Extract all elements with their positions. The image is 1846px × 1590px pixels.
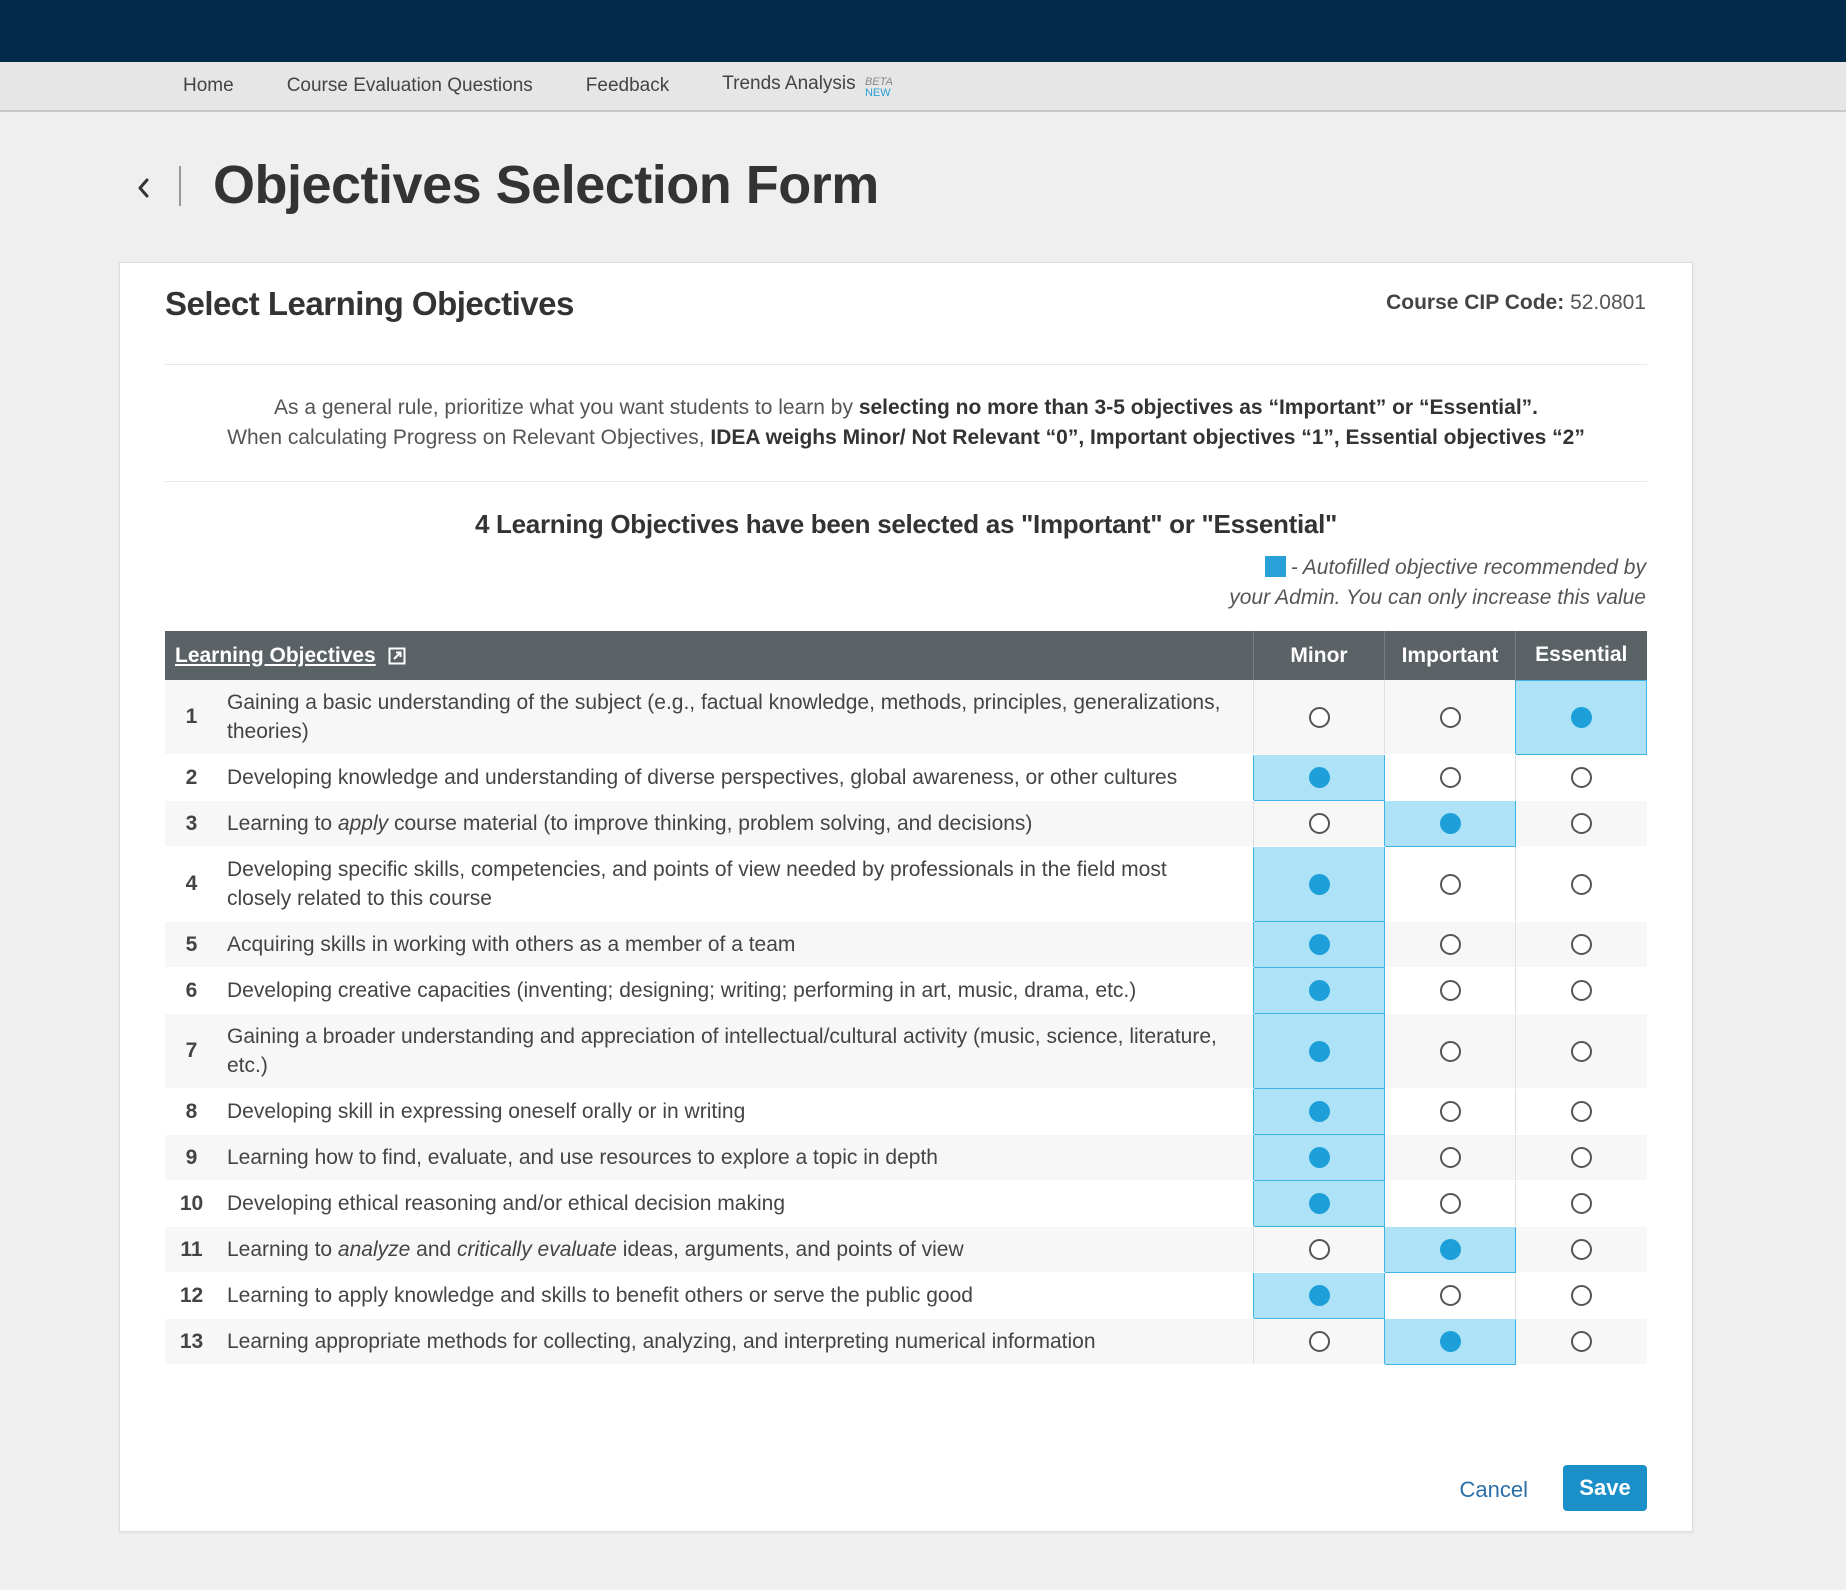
- objective-text-part: Learning to: [227, 1238, 338, 1261]
- objective-essential-cell[interactable]: [1516, 1135, 1647, 1181]
- table-row: [165, 1227, 1647, 1273]
- objective-text: Developing skill in expressing oneself orally or in writing: [218, 1089, 1254, 1135]
- cip-label: Course CIP Code:: [1386, 291, 1565, 314]
- objective-minor-cell[interactable]: [1254, 1227, 1385, 1273]
- nav-home[interactable]: Home: [183, 75, 234, 96]
- col-header-essential: Essential: [1516, 631, 1647, 680]
- objective-number: 1: [165, 680, 218, 755]
- objective-number: 13: [165, 1319, 218, 1365]
- objective-number: 12: [165, 1273, 218, 1319]
- objective-essential-cell[interactable]: [1516, 801, 1647, 847]
- objective-important-radio[interactable]: [1440, 874, 1461, 895]
- objective-essential-cell[interactable]: [1516, 680, 1647, 755]
- objective-minor-cell[interactable]: [1254, 1089, 1385, 1135]
- objective-minor-cell[interactable]: [1254, 968, 1385, 1014]
- objective-minor-radio[interactable]: [1309, 1193, 1330, 1214]
- nav-feedback[interactable]: Feedback: [585, 75, 670, 96]
- objective-essential-radio[interactable]: [1571, 813, 1592, 834]
- objective-minor-cell[interactable]: [1254, 1014, 1385, 1089]
- objective-minor-cell[interactable]: [1254, 847, 1385, 922]
- guidance-line-1-bold: selecting no more than 3-5 objectives as “Important” or “Essential”.: [858, 396, 1538, 419]
- objective-minor-cell[interactable]: [1254, 680, 1385, 755]
- title-divider: [179, 166, 181, 206]
- nav-trends-analysis[interactable]: [722, 73, 893, 99]
- objective-essential-radio[interactable]: [1571, 1147, 1592, 1168]
- objective-important-radio[interactable]: [1440, 1101, 1461, 1122]
- table-row: [165, 922, 1647, 968]
- objective-text-part: course material (to improve thinking, problem solving, and decisions): [388, 812, 1033, 835]
- guidance-line-1: [165, 393, 1647, 423]
- main-nav: [0, 62, 1846, 112]
- objective-minor-cell[interactable]: [1254, 1181, 1385, 1227]
- objective-text-emphasis: critically evaluate: [457, 1238, 617, 1261]
- objective-important-radio[interactable]: [1440, 813, 1461, 834]
- autofill-legend: [1226, 553, 1646, 613]
- col-header-important: Important: [1385, 631, 1516, 680]
- objective-essential-cell[interactable]: [1516, 1089, 1647, 1135]
- objective-essential-cell[interactable]: [1516, 755, 1647, 801]
- legend-text: - Autofilled objective recommended by your Admin. You can only increase this value: [1229, 556, 1646, 609]
- divider: [165, 364, 1647, 365]
- objective-important-cell[interactable]: [1385, 1319, 1516, 1365]
- objective-essential-radio[interactable]: [1571, 1101, 1592, 1122]
- objective-text: Developing specific skills, competencies, and points of view needed by professionals in the field most closely related to this course: [218, 847, 1254, 922]
- objective-important-cell[interactable]: [1385, 1273, 1516, 1319]
- table-row: [165, 1135, 1647, 1181]
- table-row: [165, 1014, 1647, 1089]
- objective-important-radio[interactable]: [1440, 1331, 1461, 1352]
- objective-text: Developing creative capacities (inventing; designing; writing; performing in art, music, drama, etc.): [218, 968, 1254, 1014]
- objective-essential-cell[interactable]: [1516, 922, 1647, 968]
- table-row: [165, 1089, 1647, 1135]
- col-header-minor: Minor: [1254, 631, 1385, 680]
- col-header-objectives: [165, 631, 1254, 680]
- objective-essential-cell[interactable]: [1516, 1319, 1647, 1365]
- objective-number: 11: [165, 1227, 218, 1273]
- objective-text-emphasis: analyze: [337, 1238, 411, 1261]
- table-row: [165, 1273, 1647, 1319]
- objective-number: 4: [165, 847, 218, 922]
- objective-minor-radio[interactable]: [1309, 813, 1330, 834]
- cip-value: 52.0801: [1570, 291, 1646, 314]
- table-row: [165, 801, 1647, 847]
- table-row: [165, 755, 1647, 801]
- objective-essential-radio[interactable]: [1571, 1041, 1592, 1062]
- objective-number: 8: [165, 1089, 218, 1135]
- top-header-bar: [0, 0, 1846, 62]
- objective-important-cell[interactable]: [1385, 1014, 1516, 1089]
- objective-essential-cell[interactable]: [1516, 1273, 1647, 1319]
- objective-essential-radio[interactable]: [1571, 1285, 1592, 1306]
- objective-important-cell[interactable]: [1385, 680, 1516, 755]
- objective-text: [218, 801, 1254, 847]
- objective-minor-radio[interactable]: [1309, 1239, 1330, 1260]
- guidance-line-2: [165, 423, 1647, 453]
- divider: [165, 481, 1647, 482]
- objective-essential-radio[interactable]: [1571, 1331, 1592, 1352]
- autofill-swatch: [1265, 556, 1286, 577]
- objective-important-radio[interactable]: [1440, 980, 1461, 1001]
- objective-important-radio[interactable]: [1440, 1285, 1461, 1306]
- learning-objectives-link[interactable]: Learning Objectives: [175, 643, 376, 667]
- objective-minor-cell[interactable]: [1254, 1319, 1385, 1365]
- objective-number: 6: [165, 968, 218, 1014]
- objective-number: 3: [165, 801, 218, 847]
- table-row: [165, 1181, 1647, 1227]
- objective-minor-cell[interactable]: [1254, 801, 1385, 847]
- objective-minor-radio[interactable]: [1309, 874, 1330, 895]
- objectives-table-body: [165, 680, 1647, 1365]
- objectives-table: [165, 631, 1647, 1365]
- objective-essential-cell[interactable]: [1516, 847, 1647, 922]
- objective-important-radio[interactable]: [1440, 1147, 1461, 1168]
- objective-essential-radio[interactable]: [1571, 1193, 1592, 1214]
- beta-tag: BETA: [864, 76, 893, 88]
- objective-minor-radio[interactable]: [1309, 1101, 1330, 1122]
- selection-count-heading: 4 Learning Objectives have been selected as "Important" or "Essential": [474, 509, 1338, 539]
- objective-essential-cell[interactable]: [1516, 968, 1647, 1014]
- guidance-line-2-bold: IDEA weighs Minor/ Not Relevant “0”, Important objectives “1”, Essential objectives “2”: [710, 426, 1585, 449]
- objective-essential-cell[interactable]: [1516, 1227, 1647, 1273]
- objective-text: Learning appropriate methods for collecting, analyzing, and interpreting numerical information: [218, 1319, 1254, 1365]
- objective-minor-radio[interactable]: [1309, 980, 1330, 1001]
- objective-text-part: ideas, arguments, and points of view: [616, 1238, 964, 1261]
- objective-important-cell[interactable]: [1385, 755, 1516, 801]
- objective-essential-cell[interactable]: [1516, 1014, 1647, 1089]
- chevron-left-icon: [136, 177, 150, 199]
- objective-important-radio[interactable]: [1440, 934, 1461, 955]
- objective-essential-radio[interactable]: [1571, 980, 1592, 1001]
- objective-important-cell[interactable]: [1385, 1181, 1516, 1227]
- objective-text-part: and: [410, 1238, 458, 1261]
- objective-essential-radio[interactable]: [1571, 707, 1592, 728]
- objective-important-cell[interactable]: [1385, 1089, 1516, 1135]
- objective-important-cell[interactable]: [1385, 968, 1516, 1014]
- objective-minor-cell[interactable]: [1254, 1273, 1385, 1319]
- objective-minor-cell[interactable]: [1254, 922, 1385, 968]
- objective-text: [218, 1227, 1254, 1273]
- objective-essential-radio[interactable]: [1571, 934, 1592, 955]
- objective-important-radio[interactable]: [1440, 767, 1461, 788]
- external-link-icon[interactable]: [388, 647, 406, 665]
- objective-text: Gaining a broader understanding and appreciation of intellectual/cultural activity (music, science, literature, etc.): [218, 1014, 1254, 1089]
- objective-important-radio[interactable]: [1440, 707, 1461, 728]
- objective-text: Learning to apply knowledge and skills to benefit others or serve the public good: [218, 1273, 1254, 1319]
- objective-minor-radio[interactable]: [1309, 1285, 1330, 1306]
- objective-minor-radio[interactable]: [1309, 1041, 1330, 1062]
- objective-important-radio[interactable]: [1440, 1239, 1461, 1260]
- objective-number: 7: [165, 1014, 218, 1089]
- course-cip-code: [1386, 291, 1646, 315]
- objective-essential-radio[interactable]: [1571, 874, 1592, 895]
- objective-important-cell[interactable]: [1385, 801, 1516, 847]
- page-title: Objectives Selection Form: [213, 155, 879, 215]
- guidance-line-1-plain: As a general rule, prioritize what you want students to learn by: [274, 396, 859, 419]
- nav-trends-analysis-label: Trends Analysis: [722, 73, 856, 94]
- objective-number: 9: [165, 1135, 218, 1181]
- table-row: [165, 968, 1647, 1014]
- objective-important-cell[interactable]: [1385, 1227, 1516, 1273]
- objective-minor-cell[interactable]: [1254, 755, 1385, 801]
- objective-important-radio[interactable]: [1440, 1041, 1461, 1062]
- objective-minor-radio[interactable]: [1309, 1331, 1330, 1352]
- objectives-card: [119, 262, 1693, 1532]
- objective-important-cell[interactable]: [1385, 847, 1516, 922]
- guidance-line-2-plain: When calculating Progress on Relevant Objectives,: [227, 426, 711, 449]
- objective-text-part: Learning to: [227, 812, 338, 835]
- nav-course-evaluation-questions[interactable]: Course Evaluation Questions: [286, 75, 533, 96]
- objective-text: Developing knowledge and understanding of diverse perspectives, global awareness, or other cultures: [218, 755, 1254, 801]
- objective-number: 10: [165, 1181, 218, 1227]
- objective-text-emphasis: apply: [337, 812, 389, 835]
- objective-minor-radio[interactable]: [1309, 1147, 1330, 1168]
- objective-essential-cell[interactable]: [1516, 1181, 1647, 1227]
- new-tag: NEW: [864, 87, 891, 99]
- table-row: [165, 1319, 1647, 1365]
- objective-minor-radio[interactable]: [1309, 767, 1330, 788]
- table-row: [165, 847, 1647, 922]
- objective-important-radio[interactable]: [1440, 1193, 1461, 1214]
- save-button[interactable]: Save: [1563, 1465, 1647, 1511]
- objective-important-cell[interactable]: [1385, 1135, 1516, 1181]
- objective-text: Developing ethical reasoning and/or ethical decision making: [218, 1181, 1254, 1227]
- objective-minor-radio[interactable]: [1309, 707, 1330, 728]
- objective-essential-radio[interactable]: [1571, 767, 1592, 788]
- objective-number: 5: [165, 922, 218, 968]
- guidance-text: [165, 393, 1647, 453]
- card-title: Select Learning Objectives: [165, 285, 574, 322]
- objective-important-cell[interactable]: [1385, 922, 1516, 968]
- cancel-button[interactable]: Cancel: [1459, 1477, 1528, 1502]
- table-header-row: [165, 631, 1647, 680]
- nav-tags: [865, 77, 893, 99]
- objective-text: Acquiring skills in working with others as a member of a team: [218, 922, 1254, 968]
- objective-number: 2: [165, 755, 218, 801]
- back-button[interactable]: [130, 170, 156, 206]
- objective-minor-cell[interactable]: [1254, 1135, 1385, 1181]
- objective-essential-radio[interactable]: [1571, 1239, 1592, 1260]
- objective-text: Learning how to find, evaluate, and use resources to explore a topic in depth: [218, 1135, 1254, 1181]
- objective-minor-radio[interactable]: [1309, 934, 1330, 955]
- table-row: [165, 680, 1647, 755]
- objective-text: Gaining a basic understanding of the subject (e.g., factual knowledge, methods, principles, generalizations, theories): [218, 680, 1254, 755]
